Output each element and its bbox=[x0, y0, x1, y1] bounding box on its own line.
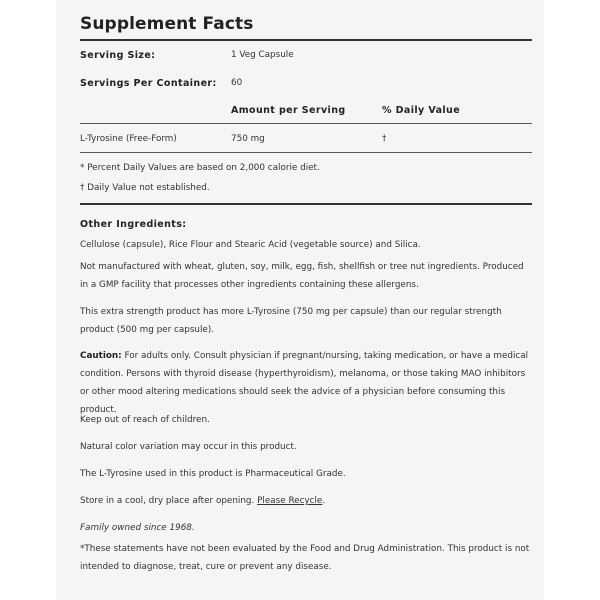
serving-size-label: Serving Size: bbox=[80, 50, 156, 61]
storage-end: . bbox=[322, 496, 326, 506]
label-panel bbox=[56, 0, 544, 600]
allergen-note: Not manufactured with wheat, gluten, soy, milk, egg, fish, shellfish or tree nut ingredients. Produced in a GMP facility that processes other ingredients containing these allergens. bbox=[80, 262, 524, 290]
recycle-link[interactable]: Please Recycle bbox=[257, 496, 323, 506]
strength-note: This extra strength product has more L-Tyrosine (750 mg per capsule) than our regular strength product (500 mg per capsule). bbox=[80, 307, 502, 335]
facts-bottom-divider bbox=[80, 203, 532, 205]
page-title: Supplement Facts bbox=[80, 14, 254, 34]
other-ingredients-text: Cellulose (capsule), Rice Flour and Stearic Acid (vegetable source) and Silica. bbox=[80, 240, 421, 250]
amount-header: Amount per Serving bbox=[231, 105, 346, 116]
family-note bbox=[80, 519, 532, 537]
color-variation-note: Natural color variation may occur in this product. bbox=[80, 442, 297, 452]
storage-text: Store in a cool, dry place after opening. bbox=[80, 496, 258, 506]
caution-text bbox=[80, 347, 532, 419]
nutrient-amount: 750 mg bbox=[231, 134, 265, 144]
servings-per-container-value: 60 bbox=[231, 78, 243, 88]
other-ingredients-heading: Other Ingredients: bbox=[80, 219, 187, 230]
nutrient-daily-value: † bbox=[382, 134, 387, 144]
storage-note bbox=[80, 492, 532, 510]
footnote-daily-values: * Percent Daily Values are based on 2,000 calorie diet. bbox=[80, 163, 320, 173]
table-header-divider bbox=[80, 123, 532, 124]
caution-body: For adults only. Consult physician if pregnant/nursing, taking medication, or have a medical condition. Persons with thyroid disease (hyperthyroidism), melanoma, or those taking MAO inhibitors or other mood altering medications should seek the advice of a physician before consuming this product. bbox=[80, 351, 529, 415]
footnote-not-established: † Daily Value not established. bbox=[80, 183, 210, 193]
title-divider bbox=[80, 39, 532, 41]
table-row-divider bbox=[80, 152, 532, 153]
nutrient-name: L-Tyrosine (Free-Form) bbox=[80, 134, 177, 144]
keep-out-note: Keep out of reach of children. bbox=[80, 415, 210, 425]
serving-size-value: 1 Veg Capsule bbox=[231, 50, 294, 60]
caution-label: Caution: bbox=[80, 351, 122, 361]
family-text: Family owned since 1968. bbox=[80, 523, 195, 533]
daily-value-header: % Daily Value bbox=[382, 105, 461, 116]
grade-note: The L-Tyrosine used in this product is Pharmaceutical Grade. bbox=[80, 469, 346, 479]
fda-disclaimer: *These statements have not been evaluated by the Food and Drug Administration. This product is not intended to diagnose, treat, cure or prevent any disease. bbox=[80, 544, 530, 572]
servings-per-container-label: Servings Per Container: bbox=[80, 78, 217, 89]
